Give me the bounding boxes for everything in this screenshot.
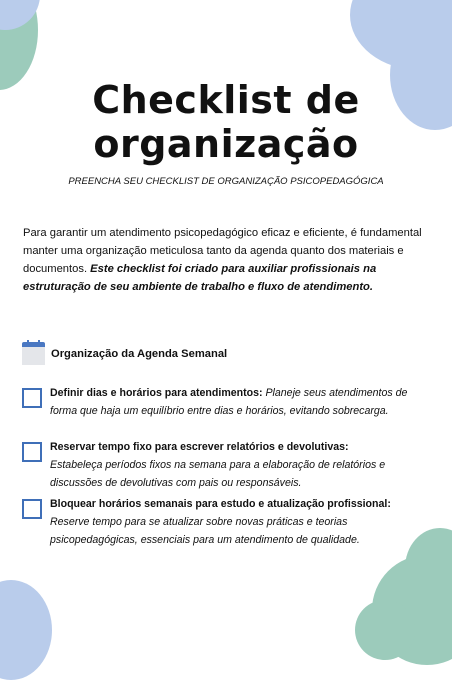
intro-text: Para garantir um atendimento psicopedagógico eficaz e eficiente, é fundamental manter uma organização meticulosa tanto da agenda quanto dos materiais e documentos. [23,227,422,275]
intro-emphasis: Este checklist foi criado para auxiliar profissionais na estruturação de seu ambiente de trabalho e fluxo de atendimento. [23,263,377,293]
intro-paragraph [23,224,433,296]
page-subtitle: PREENCHA SEU CHECKLIST DE ORGANIZAÇÃO PSICOPEDAGÓGICA [68,176,384,187]
checklist-item-heading: Bloquear horários semanais para estudo e atualização profissional: [50,498,391,510]
checklist-item-heading: Reservar tempo fixo para escrever relatórios e devolutivas: [50,441,349,453]
section-title: Organização da Agenda Semanal [51,348,228,360]
checklist-item-description: Estabeleça períodos fixos na semana para a elaboração de relatórios e discussões de devolutivas com pais ou responsáveis. [50,459,386,489]
checklist-item-text [50,495,434,549]
checkbox[interactable] [22,388,42,408]
checklist-item-description: Planeje seus atendimentos de forma que haja um equilíbrio entre dias e horários, evitando sobrecarga. [50,387,408,417]
checkbox[interactable] [22,442,42,462]
page-title-line-2: organização [93,122,359,166]
page-title [0,78,452,166]
page-title-line-1: Checklist de [92,78,360,122]
checklist-item-text [50,438,434,492]
checklist-item-description: Reserve tempo para se atualizar sobre novas práticas e teorias psicopedagógicas, essenciais para um atendimento de qualidade. [50,516,360,546]
section-header [22,340,227,365]
checklist-item-text [50,384,434,420]
calendar-icon [22,340,45,365]
checkbox[interactable] [22,499,42,519]
checklist-item-heading: Definir dias e horários para atendimentos: [50,387,263,399]
